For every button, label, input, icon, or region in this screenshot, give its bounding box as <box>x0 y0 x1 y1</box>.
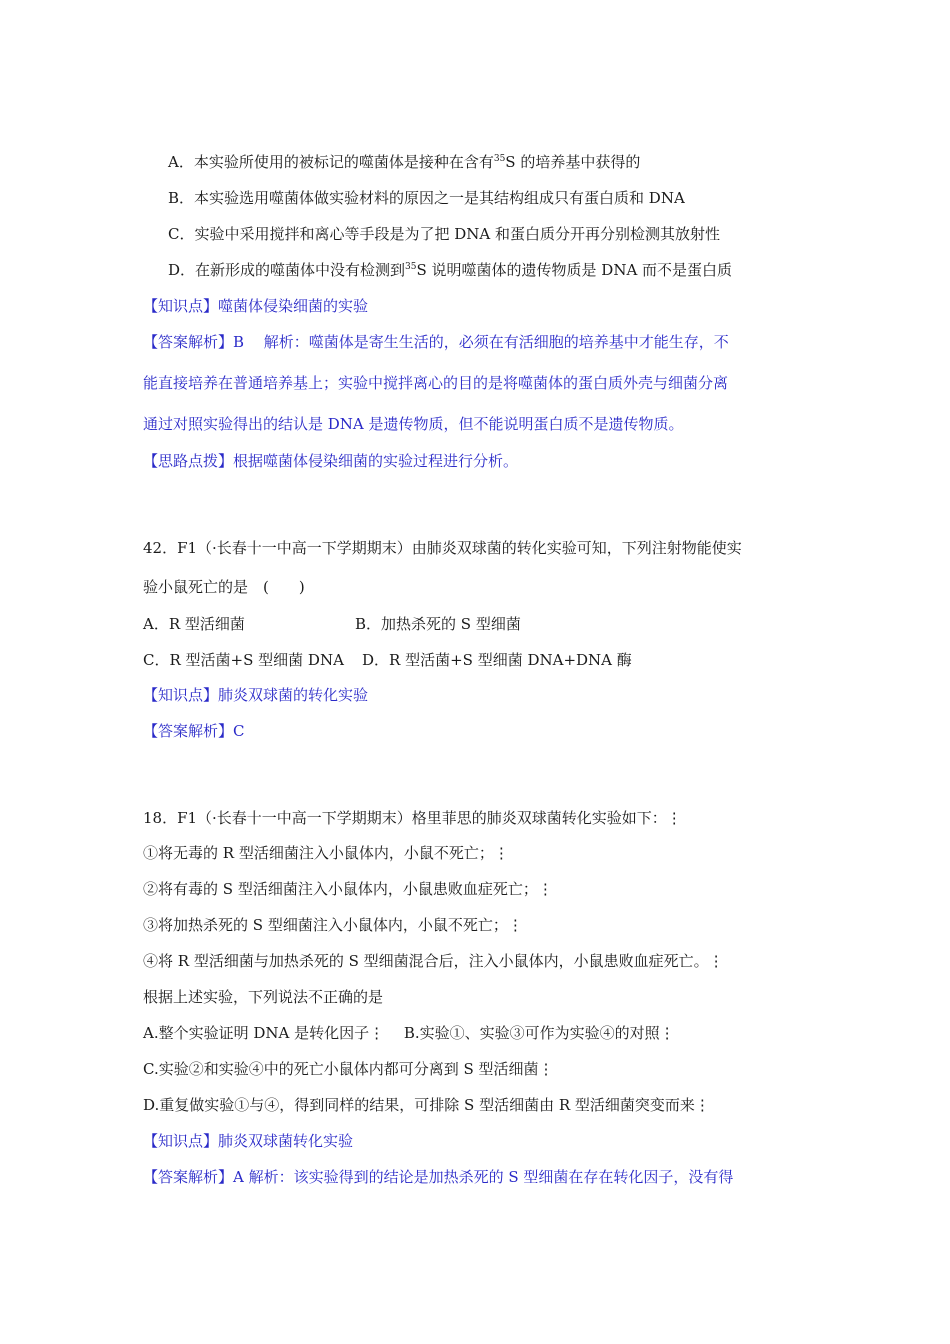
q18-step-2: ②将有毒的 S 型活细菌注入小鼠体内，小鼠患败血症死亡；⋮ <box>143 880 553 898</box>
q41-answer-line-3: 通过对照实验得出的结认是 DNA 是遗传物质，但不能说明蛋白质不是遗传物质。 <box>143 415 684 433</box>
q42-option-a: A．R 型活细菌 <box>143 615 245 633</box>
q41-hint: 【思路点拨】根据噬菌体侵染细菌的实验过程进行分析。 <box>143 452 519 470</box>
q18-knowledge-point: 【知识点】肺炎双球菌转化实验 <box>143 1132 354 1150</box>
q42-option-c: C．R 型活菌+S 型细菌 DNA <box>143 651 344 669</box>
q18-step-4: ④将 R 型活细菌与加热杀死的 S 型细菌混合后，注入小鼠体内，小鼠患败血症死亡。⋮ <box>143 952 724 970</box>
q42-option-b: B．加热杀死的 S 型细菌 <box>355 615 521 633</box>
q41-option-d: D．在新形成的噬菌体中没有检测到$^{35}$S 说明噬菌体的遗传物质是 DNA 而不是蛋白质 <box>168 261 733 279</box>
q41-answer-line-1: 【答案解析】B 解析：噬菌体是寄生生活的，必须在有活细胞的培养基中才能生存，不 <box>143 333 729 351</box>
q41-knowledge-point: 【知识点】噬菌体侵染细菌的实验 <box>143 297 369 315</box>
q42-answer: 【答案解析】C <box>143 722 245 740</box>
q41-option-c: C．实验中采用搅拌和离心等手段是为了把 DNA 和蛋白质分开再分别检测其放射性 <box>168 225 721 243</box>
q18-option-d: D.重复做实验①与④，得到同样的结果，可排除 S 型活细菌由 R 型活细菌突变而来⋮ <box>143 1096 710 1114</box>
q18-answer: 【答案解析】A 解析：该实验得到的结论是加热杀死的 S 型细菌在存在转化因子，没有得 <box>143 1168 734 1186</box>
q42-option-d: D．R 型活菌+S 型细菌 DNA+DNA 酶 <box>362 651 632 669</box>
q18-option-c: C.实验②和实验④中的死亡小鼠体内都可分离到 S 型活细菌⋮ <box>143 1060 554 1078</box>
q18-question: 根据上述实验，下列说法不正确的是 <box>143 988 384 1006</box>
q18-options-ab: A.整个实验证明 DNA 是转化因子⋮ B.实验①、实验③可作为实验④的对照⋮ <box>143 1024 675 1042</box>
q18-step-3: ③将加热杀死的 S 型细菌注入小鼠体内，小鼠不死亡；⋮ <box>143 916 523 934</box>
q18-stem: 18．F1（·长春十一中高一下学期期末）格里菲思的肺炎双球菌转化实验如下：⋮ <box>143 809 682 827</box>
q42-knowledge-point: 【知识点】肺炎双球菌的转化实验 <box>143 686 369 704</box>
q41-option-b: B．本实验选用噬菌体做实验材料的原因之一是其结构组成只有蛋白质和 DNA <box>168 189 685 207</box>
q18-step-1: ①将无毒的 R 型活细菌注入小鼠体内，小鼠不死亡；⋮ <box>143 844 509 862</box>
q42-stem-line-1: 42．F1（·长春十一中高一下学期期末）由肺炎双球菌的转化实验可知，下列注射物能使实 <box>143 539 742 557</box>
q41-answer-line-2: 能直接培养在普通培养基上；实验中搅拌离心的目的是将噬菌体的蛋白质外壳与细菌分离 <box>143 374 729 392</box>
q41-option-a: A．本实验所使用的被标记的噬菌体是接种在含有$^{35}$S 的培养基中获得的 <box>168 153 641 171</box>
q42-stem-line-2: 验小鼠死亡的是 ( ) <box>143 578 305 596</box>
